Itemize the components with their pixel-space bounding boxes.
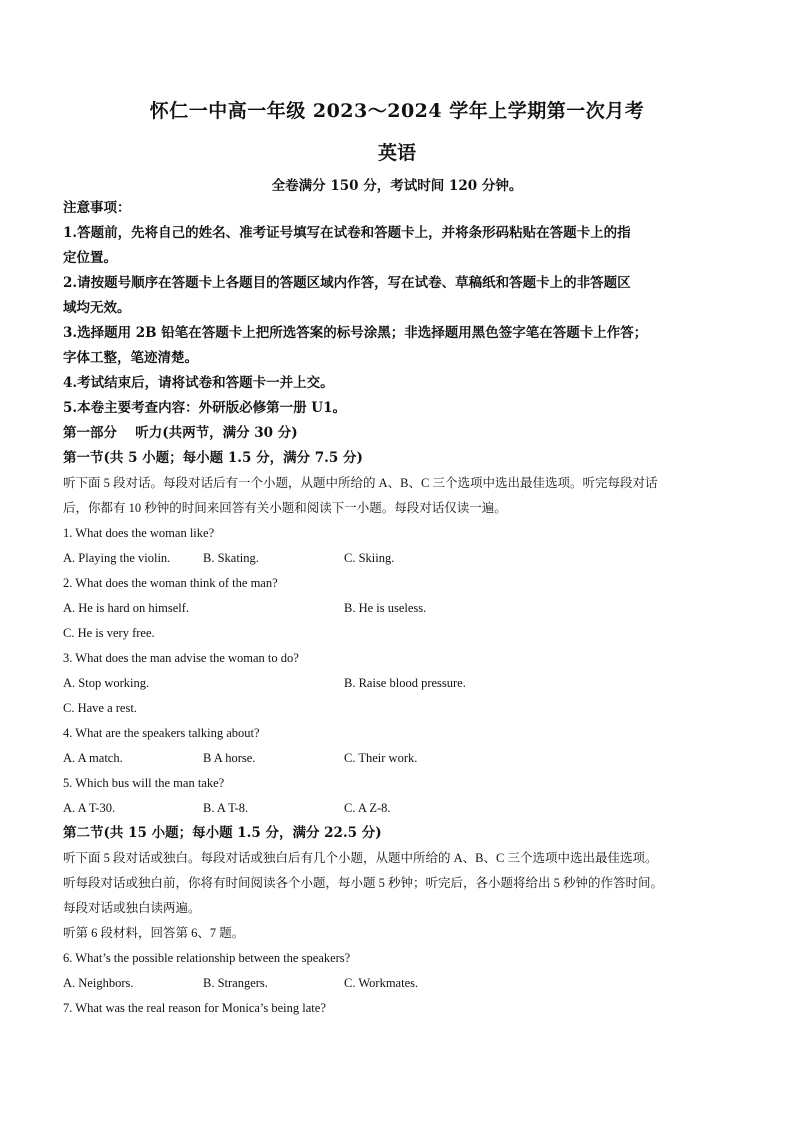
question-text: 6. What’s the possible relationship between the speakers? (63, 951, 351, 965)
subject-title: 英语 (377, 142, 416, 164)
options-row (63, 971, 743, 996)
part1-heading: 第一部分 听力(共两节，满分 30 分) (63, 425, 298, 441)
options-row (63, 546, 743, 571)
section2-heading: 第二节(共 15 小题；每小题 1.5 分，满分 22.5 分) (63, 825, 382, 841)
option-b: B. Skating. (203, 551, 259, 565)
score-info: 全卷满分 150 分，考试时间 120 分钟。 (271, 178, 523, 194)
option-c: C. Workmates. (344, 976, 419, 990)
option-b: B. Raise blood pressure. (344, 676, 466, 690)
note-line: 3.选择题用 2B 铅笔在答题卡上把所选答案的标号涂黑；非选择题用黑色签字笔在答题卡上作答； (63, 325, 648, 341)
option-b: B A horse. (203, 751, 256, 765)
note-line: 定位置。 (63, 250, 117, 266)
options-row (63, 671, 743, 696)
note-line: 5.本卷主要考查内容：外研版必修第一册 U1。 (63, 400, 346, 416)
section1-instructions: 听下面 5 段对话。每段对话后有一个小题，从题中所给的 A、B、C 三个选项中选出最佳选项。听完每段对话 (63, 476, 658, 490)
option-b: B. Strangers. (203, 976, 268, 990)
section1-instructions: 后，你都有 10 秒钟的时间来回答有关小题和阅读下一小题。每段对话仅读一遍。 (63, 501, 507, 515)
option-c: C. He is very free. (63, 626, 155, 640)
note-line: 字体工整，笔迹清楚。 (63, 350, 198, 366)
question-text: 1. What does the woman like? (63, 526, 215, 540)
note-line: 域均无效。 (63, 300, 131, 316)
question-text: 3. What does the man advise the woman to do? (63, 651, 299, 665)
option-b: B. He is useless. (344, 601, 427, 615)
option-c: C. Have a rest. (63, 701, 137, 715)
option-c: C. Their work. (344, 751, 418, 765)
section1-heading: 第一节(共 5 小题；每小题 1.5 分，满分 7.5 分) (63, 450, 363, 466)
notes-heading: 注意事项： (63, 200, 131, 216)
section2-instructions: 听每段对话或独白前，你将有时间阅读各个小题，每小题 5 秒钟；听完后，各小题将给出 5 秒钟的作答时间。 (63, 876, 664, 890)
options-row (63, 621, 743, 646)
section2-instructions: 每段对话或独白读两遍。 (63, 901, 201, 915)
note-line: 4.考试结束后，请将试卷和答题卡一并上交。 (63, 375, 334, 391)
options-row (63, 596, 743, 621)
option-a: A. Neighbors. (63, 976, 134, 990)
exam-title: 怀仁一中高一年级 2023～2024 学年上学期第一次月考 (149, 100, 645, 122)
note-line: 2.请按题号顺序在答题卡上各题目的答题区域内作答，写在试卷、草稿纸和答题卡上的非答题区 (63, 275, 631, 291)
material-note: 听第 6 段材料，回答第 6、7 题。 (63, 926, 245, 940)
options-row (63, 696, 743, 721)
question-text: 2. What does the woman think of the man? (63, 576, 278, 590)
option-a: A. Stop working. (63, 676, 150, 690)
option-a: A. A T-30. (63, 801, 116, 815)
option-c: C. A Z-8. (344, 801, 391, 815)
option-a: A. Playing the violin. (63, 551, 171, 565)
options-row (63, 746, 743, 771)
note-line: 1.答题前，先将自己的姓名、准考证号填写在试卷和答题卡上，并将条形码粘贴在答题卡上的指 (63, 225, 631, 241)
question-text: 4. What are the speakers talking about? (63, 726, 260, 740)
question-text: 7. What was the real reason for Monica’s being late? (63, 1001, 326, 1015)
option-a: A. A match. (63, 751, 123, 765)
question-text: 5. Which bus will the man take? (63, 776, 225, 790)
options-row (63, 796, 743, 821)
option-b: B. A T-8. (203, 801, 249, 815)
section2-instructions: 听下面 5 段对话或独白。每段对话或独白后有几个小题，从题中所给的 A、B、C 三个选项中选出最佳选项。 (63, 851, 658, 865)
exam-content (63, 196, 743, 1021)
option-c: C. Skiing. (344, 551, 395, 565)
option-a: A. He is hard on himself. (63, 601, 190, 615)
